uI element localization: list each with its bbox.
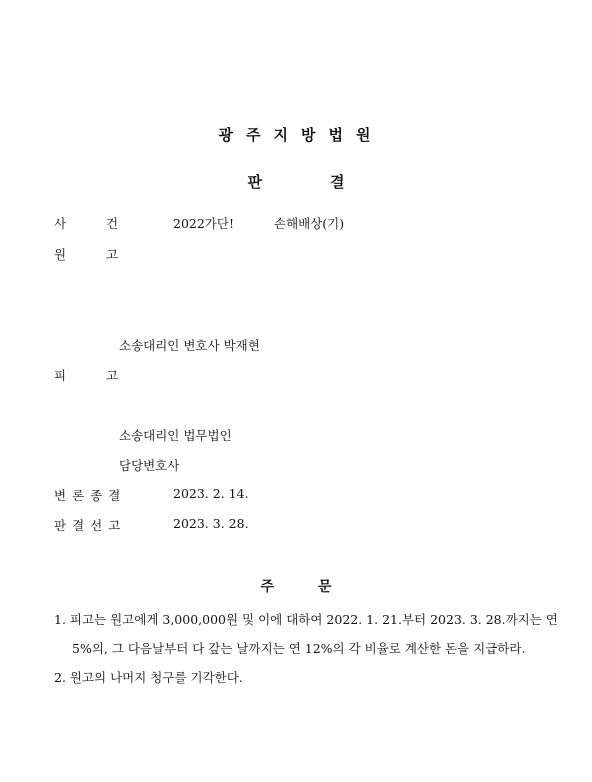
document-type-char-2: 결: [330, 173, 345, 191]
case-number: 2022가단!: [173, 216, 234, 231]
defendant-counsel: 소송대리인 법무법인: [119, 428, 232, 443]
ruling-date: 2023. 3. 28.: [173, 516, 249, 531]
defendant-attorney-row: [54, 456, 180, 474]
case-label-2: 건: [106, 216, 119, 231]
ruling-label: 판결선고: [54, 518, 127, 533]
document-type: [0, 171, 592, 192]
plaintiff-label-1: 원: [54, 247, 67, 262]
document-type-char-1: 판: [247, 173, 262, 191]
defendant-label-2: 고: [106, 368, 119, 383]
case-row: [54, 214, 345, 232]
defendant-attorney: 담당변호사: [119, 458, 180, 473]
court-name: 광주지방법원: [218, 126, 384, 144]
plaintiff-row: [54, 245, 120, 263]
order-title: [0, 576, 592, 596]
closing-label: 변론종결: [54, 488, 127, 503]
order-title-char-2: 문: [318, 579, 332, 595]
plaintiff-counsel-row: [54, 336, 260, 354]
closing-date: 2023. 2. 14.: [173, 486, 249, 501]
order-item-2: 2. 원고의 나머지 청구를 기각한다.: [54, 670, 243, 685]
plaintiff-counsel: 소송대리인 변호사 박재현: [119, 338, 260, 353]
defendant-row: [54, 366, 120, 384]
plaintiff-label-2: 고: [106, 247, 119, 262]
closing-row: [54, 486, 249, 504]
ruling-row: [54, 516, 249, 534]
defendant-label-1: 피: [54, 368, 67, 383]
order-item-1-continued: 5%의, 그 다음날부터 다 갚는 날까지는 연 12%의 각 비율로 계산한 돈을 지급하라.: [72, 641, 526, 656]
defendant-counsel-row: [54, 426, 232, 444]
case-label-1: 사: [54, 216, 67, 231]
case-name: 손해배상(기): [274, 216, 345, 231]
order-title-char-1: 주: [260, 579, 274, 595]
order-item-1: 1. 피고는 원고에게 3,000,000원 및 이에 대하여 2022. 1. 21.부터 2023. 3. 28.까지는 연: [54, 612, 558, 627]
